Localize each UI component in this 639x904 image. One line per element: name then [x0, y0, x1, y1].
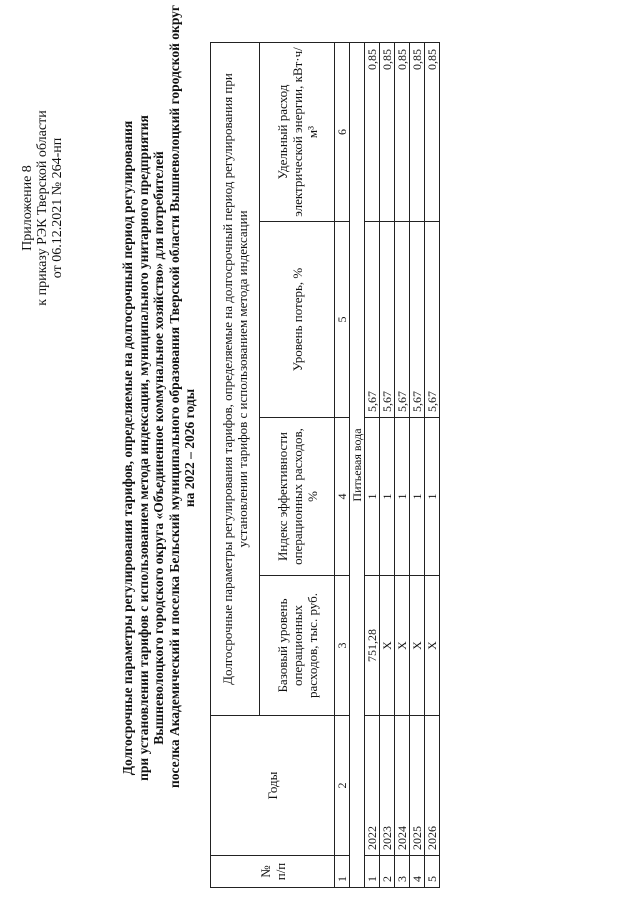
title-line: на 2022 – 2026 годы [182, 388, 197, 508]
table-row [410, 43, 425, 888]
column-numbers-row [335, 43, 350, 888]
cell-energy: 0,85 [380, 43, 395, 222]
cell-base: Х [395, 576, 410, 716]
header-efficiency-index: Индекс эффективности операционных расходов, % [260, 418, 335, 576]
column-number: 4 [335, 418, 350, 576]
appendix-number: Приложение 8 [20, 165, 35, 251]
cell-no: 3 [395, 856, 410, 888]
table-row [395, 43, 410, 888]
table-header-row [211, 43, 260, 888]
cell-energy: 0,85 [425, 43, 440, 222]
header-base-opex: Базовый уровень операционных расходов, тыс. руб. [260, 576, 335, 716]
cell-loss: 5,67 [410, 222, 425, 418]
title-line: Долгосрочные параметры регулирования тарифов, определяемые на долгосрочный период регулирования [120, 120, 135, 776]
column-number: 6 [335, 43, 350, 222]
cell-base: 751,28 [365, 576, 380, 716]
cell-loss: 5,67 [425, 222, 440, 418]
tariff-parameters-table [210, 42, 440, 888]
cell-year: 2022 [365, 716, 380, 856]
title-line: поселка Академический и поселка Бельский муниципального образования Тверской области Вышневолоцкий городской округ [166, 4, 182, 788]
cell-loss: 5,67 [395, 222, 410, 418]
cell-year: 2026 [425, 716, 440, 856]
header-energy-consumption: Удельный расход электрической энергии, кВт·ч/м³ [260, 43, 335, 222]
cell-energy: 0,85 [365, 43, 380, 222]
column-number: 5 [335, 222, 350, 418]
cell-year: 2023 [380, 716, 395, 856]
table-row [425, 43, 440, 888]
appendix-order-ref: к приказу РЭК Тверской области [35, 110, 50, 306]
table-row [380, 43, 395, 888]
column-number: 2 [335, 716, 350, 856]
section-row [350, 43, 365, 888]
header-years: Годы [211, 716, 335, 856]
cell-base: Х [380, 576, 395, 716]
appendix-reference [20, 78, 65, 338]
appendix-order-date: от 06.12.2021 № 264-нп [50, 137, 65, 279]
rotated-document-page [20, 4, 620, 888]
document-title [120, 4, 198, 788]
cell-loss: 5,67 [380, 222, 395, 418]
title-line: при установлении тарифов с использованием метода индексации, муниципального унитарного предприятия [135, 115, 151, 781]
cell-index: 1 [395, 418, 410, 576]
cell-base: Х [425, 576, 440, 716]
cell-no: 2 [380, 856, 395, 888]
column-number: 3 [335, 576, 350, 716]
cell-index: 1 [425, 418, 440, 576]
cell-energy: 0,85 [395, 43, 410, 222]
header-no: № п/п [211, 856, 335, 888]
cell-no: 4 [410, 856, 425, 888]
cell-index: 1 [380, 418, 395, 576]
cell-base: Х [410, 576, 425, 716]
title-line: Вышневолоцкого городского округа «Объединенное коммунальное хозяйство» для потребителей [151, 151, 166, 745]
cell-no: 5 [425, 856, 440, 888]
section-title: Питьевая вода [350, 43, 365, 888]
cell-index: 1 [410, 418, 425, 576]
table-row [365, 43, 380, 888]
column-number: 1 [335, 856, 350, 888]
cell-year: 2025 [410, 716, 425, 856]
header-loss-level: Уровень потерь, % [260, 222, 335, 418]
cell-loss: 5,67 [365, 222, 380, 418]
cell-index: 1 [365, 418, 380, 576]
cell-energy: 0,85 [410, 43, 425, 222]
cell-year: 2024 [395, 716, 410, 856]
header-parameters-group: Долгосрочные параметры регулирования тарифов, определяемые на долгосрочный период регулирования при установлении тарифов с использованием метода индексации [211, 43, 260, 716]
cell-no: 1 [365, 856, 380, 888]
